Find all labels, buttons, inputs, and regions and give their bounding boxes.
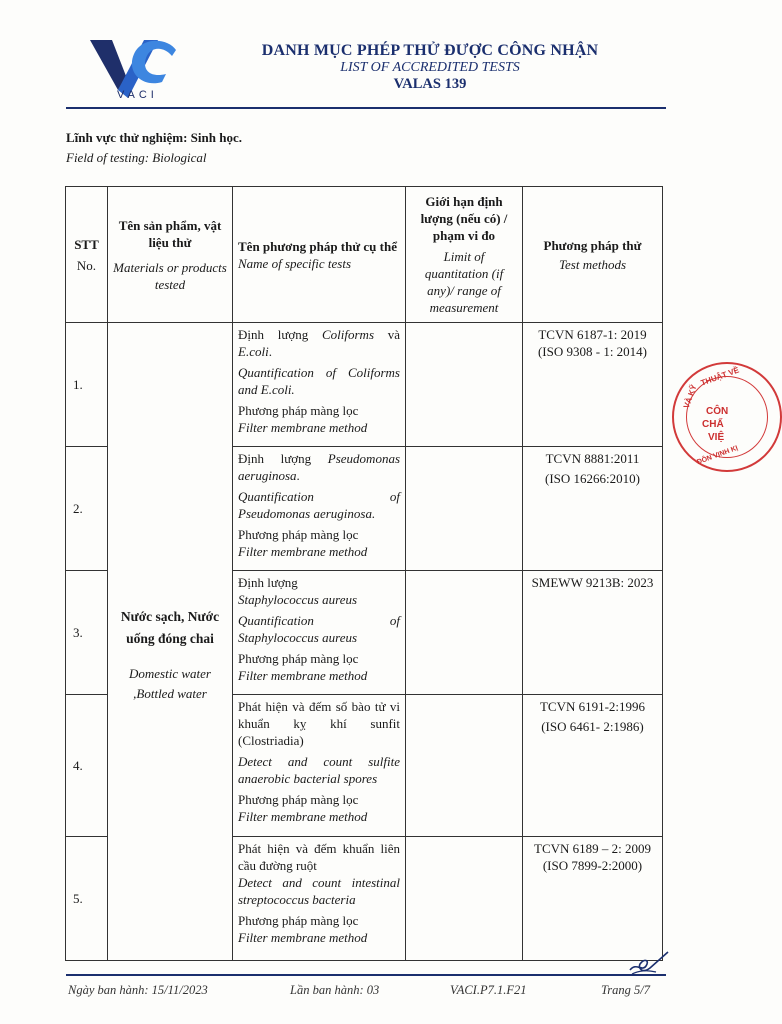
test-name-cell: Định lượng Coliforms và E.coli. Quantification of Coliforms and E.coli. Phương pháp màng lọc Filter membrane method (233, 323, 406, 447)
material-vn: Nước sạch, Nước uống đóng chai (120, 609, 220, 646)
test-name-cell: Phát hiện và đếm khuẩn liên cầu đường ruột Detect and count intestinal streptococcus bacteria Phương pháp màng lọc Filter membrane method (233, 837, 406, 961)
row-number: 4. (66, 695, 108, 837)
row-number: 5. (66, 837, 108, 961)
test-name-cell: Định lượng Staphylococcus aureus Quantification of Staphylococcus aureus Phương pháp màng lọc Filter membrane method (233, 571, 406, 695)
accredited-tests-table (65, 186, 663, 961)
logo-text: VACI (117, 89, 158, 101)
doc-code: VACI.P7.1.F21 (450, 983, 527, 997)
header-divider (66, 107, 666, 109)
row-number: 2. (66, 447, 108, 571)
method-cell: TCVN 6187-1: 2019 (ISO 9308 - 1: 2014) (523, 323, 663, 447)
material-en: Domestic water ,Bottled water (129, 666, 211, 701)
footer-divider (66, 974, 666, 976)
field-of-testing-en: Field of testing: Biological (66, 150, 207, 165)
material-cell (108, 323, 233, 961)
limit-cell (406, 447, 523, 571)
method-cell: SMEWW 9213B: 2023 (523, 571, 663, 695)
header-method: Phương pháp thử Test methods (523, 187, 663, 323)
title-vn: DANH MỤC PHÉP THỬ ĐƯỢC CÔNG NHẬN (261, 42, 599, 59)
limit-cell (406, 571, 523, 695)
revision: Lần ban hành: 03 (290, 983, 380, 997)
header-test-name: Tên phương pháp thử cụ thể Name of specific tests (233, 187, 406, 323)
limit-cell (406, 837, 523, 961)
test-name-cell: Phát hiện và đếm số bào tử vi khuẩn kỵ khí sunfit (Clostriadia) Detect and count sulfite anaerobic bacterial spores Phương pháp màng lọc Filter membrane method (233, 695, 406, 837)
test-name-cell: Định lượng Pseudomonas aeruginosa. Quantification of Pseudomonas aeruginosa. Phương pháp màng lọc Filter membrane method (233, 447, 406, 571)
header-stt: STT No. (66, 187, 108, 323)
method-cell: TCVN 6191-2:1996 (ISO 6461- 2:1986) (523, 695, 663, 837)
table-row (66, 323, 663, 447)
issue-date: Ngày ban hành: 15/11/2023 (68, 983, 208, 997)
row-number: 1. (66, 323, 108, 447)
accreditation-code: VALAS 139 (393, 76, 467, 92)
row-number: 3. (66, 571, 108, 695)
method-cell: TCVN 8881:2011 (ISO 16266:2010) (523, 447, 663, 571)
document-header (230, 42, 630, 93)
field-of-testing-vn: Lĩnh vực thử nghiệm: Sinh học. (66, 130, 242, 145)
table-header-row (66, 187, 663, 323)
header-material: Tên sản phẩm, vật liệu thử Materials or products tested (108, 187, 233, 323)
title-en: LIST OF ACCREDITED TESTS (340, 60, 520, 75)
limit-cell (406, 323, 523, 447)
header-limit: Giới hạn định lượng (nếu có) / phạm vi đo Limit of quantitation (if any)/ range of measurement (406, 187, 523, 323)
red-stamp: THUẬT VỀ VÀ KỸ CÔN CHẤ VIỆ ĐÔN VỊNH KỊ (672, 362, 782, 472)
method-cell: TCVN 6189 – 2: 2009 (ISO 7899-2:2000) (523, 837, 663, 961)
limit-cell (406, 695, 523, 837)
page-number: Trang 5/7 (601, 983, 650, 997)
